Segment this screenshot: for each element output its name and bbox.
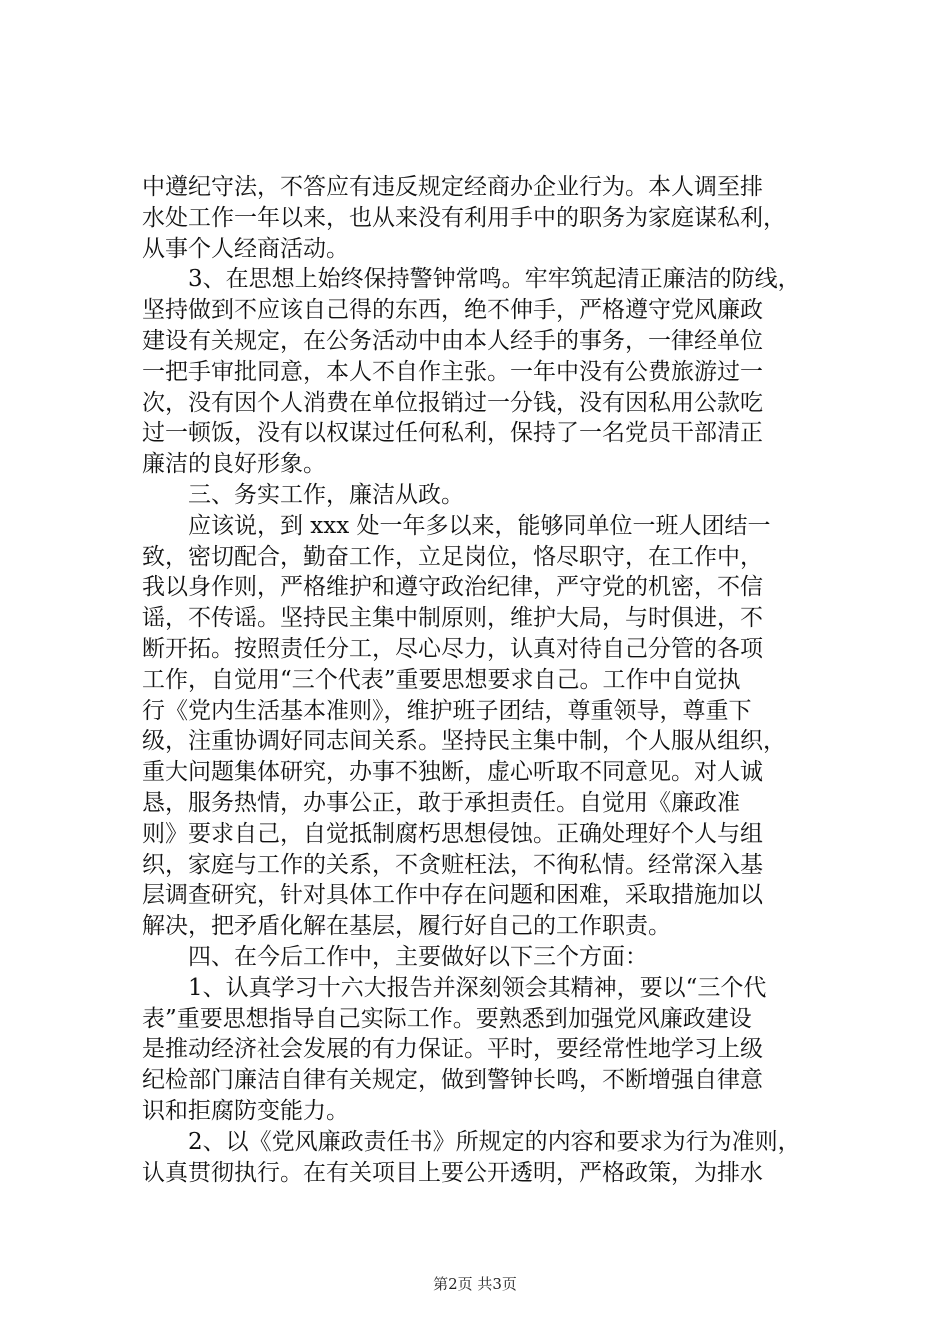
text-line: 我以身作则，严格维护和遵守政治纪律，严守党的机密，不信	[142, 574, 763, 601]
text-line: 2、以《党风廉政责任书》所规定的内容和要求为行为准则，	[188, 1128, 801, 1155]
text-line: 水处工作一年以来，也从来没有利用手中的职务为家庭谋私利，	[142, 204, 786, 231]
text-line: 纪检部门廉洁自律有关规定，做到警钟长鸣，不断增强自律意	[142, 1067, 763, 1094]
text-line: 断开拓。按照责任分工，尽心尽力，认真对待自己分管的各项	[142, 635, 763, 662]
text-line: 一把手审批同意，本人不自作主张。一年中没有公费旅游过一	[142, 358, 763, 385]
text-line: 中遵纪守法，不答应有违反规定经商办企业行为。本人调至排	[142, 174, 763, 200]
text-line: 织，家庭与工作的关系，不贪赃枉法，不徇私情。经常深入基	[142, 851, 763, 878]
text-line: 行《党内生活基本准则》，维护班子团结，尊重领导，尊重下	[142, 697, 752, 724]
document-body	[142, 172, 842, 1188]
text-line: 重大问题集体研究，办事不独断，虚心听取不同意见。对人诚	[142, 759, 763, 786]
text-line: 从事个人经商活动。	[142, 235, 349, 262]
text-line: 层调查研究，针对具体工作中存在问题和困难，采取措施加以	[142, 882, 763, 909]
text-line: 过一顿饭，没有以权谋过任何私利，保持了一名党员干部清正	[142, 420, 763, 447]
text-line: 则》要求自己，自觉抵制腐朽思想侵蚀。正确处理好个人与组	[142, 820, 763, 847]
text-line: 工作，自觉用“三个代表”重要思想要求自己。工作中自觉执	[142, 666, 741, 693]
text-line: 四、在今后工作中，主要做好以下三个方面：	[188, 943, 648, 970]
text-line: 谣，不传谣。坚持民主集中制原则，维护大局，与时俱进，不	[142, 605, 763, 632]
text-line: 是推动经济社会发展的有力保证。平时，要经常性地学习上级	[142, 1036, 763, 1063]
text-line: 解决，把矛盾化解在基层，履行好自己的工作职责。	[142, 913, 671, 940]
text-line: 认真贯彻执行。在有关项目上要公开透明，严格政策，为排水	[142, 1159, 763, 1186]
text-line: 恳，服务热情，办事公正，敢于承担责任。自觉用《廉政准	[142, 789, 740, 816]
page-footer: 第2页 共3页	[433, 1275, 517, 1293]
text-line: 识和拒腐防变能力。	[142, 1097, 349, 1124]
text-line: 3、在思想上始终保持警钟常鸣。牢牢筑起清正廉洁的防线，	[188, 266, 801, 293]
text-line: 1、认真学习十六大报告并深刻领会其精神，要以“三个代	[188, 974, 767, 1001]
text-line: 坚持做到不应该自己得的东西，绝不伸手，严格遵守党风廉政	[142, 297, 763, 324]
text-line: 致，密切配合，勤奋工作，立足岗位，恪尽职守，在工作中，	[142, 543, 763, 570]
text-line: 应该说，到 xxx 处一年多以来，能够同单位一班人团结一	[188, 512, 771, 539]
text-line: 表”重要思想指导自己实际工作。要熟悉到加强党风廉政建设	[142, 1005, 752, 1032]
text-line: 建设有关规定，在公务活动中由本人经手的事务，一律经单位	[142, 327, 763, 354]
text-line: 廉洁的良好形象。	[142, 451, 326, 478]
text-line: 次，没有因个人消费在单位报销过一分钱，没有因私用公款吃	[142, 389, 763, 416]
text-line: 级，注重协调好同志间关系。坚持民主集中制，个人服从组织，	[142, 728, 786, 755]
text-line: 三、务实工作，廉洁从政。	[188, 481, 464, 508]
